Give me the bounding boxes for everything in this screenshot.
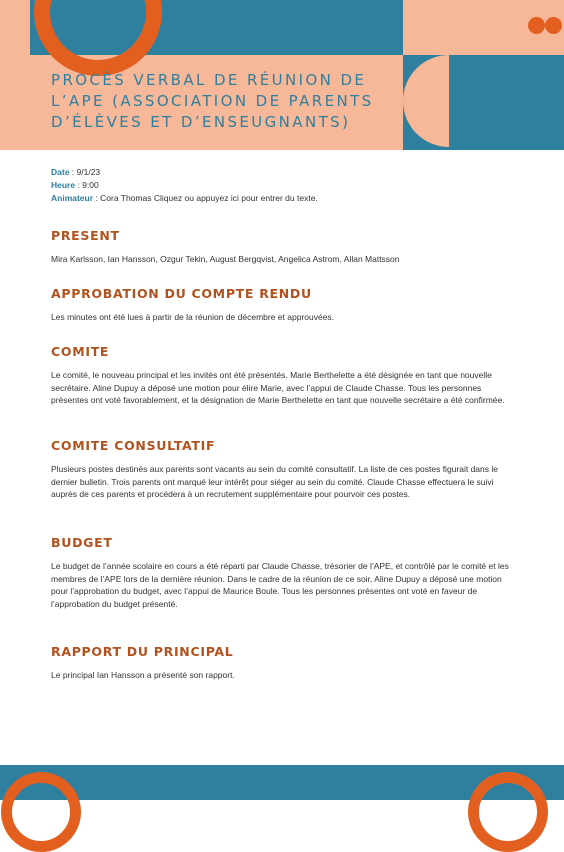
- section-comite-consultatif: [51, 438, 516, 501]
- section-body: Le budget de l’année scolaire en cours a été réparti par Claude Chasse, trésorier de l’APE, et contrôlé par le comité et les membres de l’APE lors de la dernière réunion. Dans le cadre de la réunion de ce soir, Aline Dupuy a déposé une motion pour l’approbation du budget, avec l’appui de Maurice Boule. Tous les personnes présentes ont voté en faveur de l’approbation du budget présenté.: [51, 561, 509, 609]
- document-title: PROCÈS VERBAL DE RÉUNION DE L’APE (ASSOCIATION DE PARENTS D’ÉLÈVES ET D’ENSEUGNANTS): [51, 71, 374, 131]
- section-present: [51, 228, 516, 266]
- header-dot-decoration: [528, 17, 545, 34]
- section-heading: RAPPORT DU PRINCIPAL: [51, 644, 234, 659]
- footer-ring-decoration: [468, 772, 548, 852]
- section-heading: BUDGET: [51, 535, 113, 550]
- header-decoration-peach-corner: [0, 0, 30, 55]
- meeting-info: [51, 166, 318, 205]
- section-comite: [51, 344, 516, 407]
- section-approbation: [51, 286, 516, 324]
- section-body: Le comité, le nouveau principal et les invités ont été présentés. Marie Berthelette a été désignée en tant que nouvelle secrétaire. Aline Dupuy a déposé une motion pour élire Marie, avec l’appui de Claude Chasse. Tous les personnes présentes ont voté favorablement, et la désignation de Marie Berthelette en tant que nouvelle secrétaire a été confirmée.: [51, 370, 505, 406]
- time-label: Heure: [51, 180, 76, 190]
- section-heading: COMITE: [51, 344, 110, 359]
- section-body: Plusieurs postes destinés aux parents sont vacants au sein du comité consultatif. La liste de ces postes figurait dans le dernier bulletin. Trois parents ont marqué leur intérêt pour siéger au sein du comité. Claude Chasse effectuera le suivi auprès de ces parents et procédera à un recrutement supplémentaire pour pourvoir ces postes.: [51, 464, 498, 500]
- date-row: [51, 166, 318, 179]
- time-row: [51, 179, 318, 192]
- header-dot-decoration: [545, 17, 562, 34]
- time-value: : 9:00: [75, 180, 99, 190]
- host-row: [51, 192, 318, 205]
- section-body: Mira Karlsson, Ian Hansson, Ozgur Tekin, August Bergqvist, Angelica Astrom, Allan Mattsson: [51, 254, 400, 264]
- date-value: : 9/1/23: [69, 167, 101, 177]
- section-heading: APPROBATION DU COMPTE RENDU: [51, 286, 312, 301]
- section-body: Le principal Ian Hansson a présenté son rapport.: [51, 670, 235, 680]
- section-body: Les minutes ont été lues à partir de la réunion de décembre et approuvées.: [51, 312, 335, 322]
- section-rapport-principal: [51, 644, 516, 682]
- section-budget: [51, 535, 516, 610]
- date-label: Date: [51, 167, 70, 177]
- section-heading: COMITE CONSULTATIF: [51, 438, 216, 453]
- host-label: Animateur: [51, 193, 94, 203]
- section-heading: PRESENT: [51, 228, 120, 243]
- host-value[interactable]: : Cora Thomas Cliquez ou appuyez ici pour entrer du texte.: [93, 193, 318, 203]
- footer-ring-decoration: [1, 772, 81, 852]
